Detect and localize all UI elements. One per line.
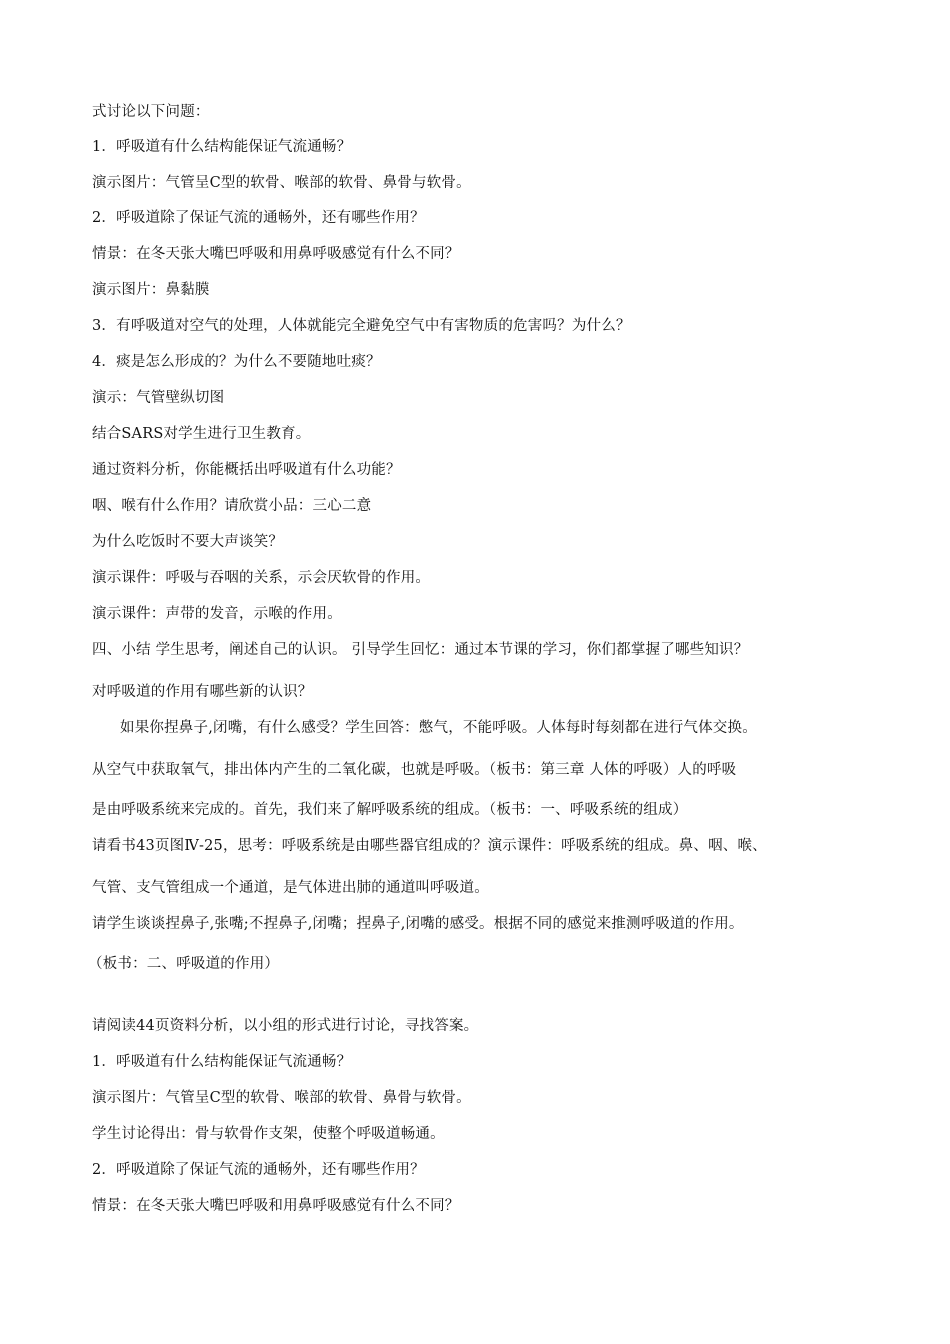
text-line-22: 气管、支气管组成一个通道，是气体进出肺的通道叫呼吸道。 bbox=[92, 880, 489, 896]
text-line-12: 咽、喉有什么作用？请欣赏小品：三心二意 bbox=[92, 498, 372, 514]
text-line-8: 4．痰是怎么形成的？为什么不要随地吐痰？ bbox=[92, 354, 381, 370]
text-line-21: 请看书43页图Ⅳ-25，思考：呼吸系统是由哪些器官组成的？演示课件：呼吸系统的组成。鼻、咽、喉、 bbox=[92, 838, 767, 854]
text-line-29: 2．呼吸道除了保证气流的通畅外，还有哪些作用？ bbox=[92, 1162, 425, 1178]
text-line-11: 通过资料分析，你能概括出呼吸道有什么功能？ bbox=[92, 462, 401, 478]
text-line-25: 请阅读44页资料分析，以小组的形式进行讨论，寻找答案。 bbox=[92, 1018, 479, 1034]
text-line-24: （板书：二、呼吸道的作用） bbox=[88, 956, 280, 972]
text-line-3: 演示图片：气管呈C型的软骨、喉部的软骨、鼻骨与软骨。 bbox=[92, 175, 471, 191]
text-line-15: 演示课件：声带的发音，示喉的作用。 bbox=[92, 606, 342, 622]
text-line-6: 演示图片：鼻黏膜 bbox=[92, 282, 210, 298]
text-line-4: 2．呼吸道除了保证气流的通畅外，还有哪些作用？ bbox=[92, 210, 425, 226]
text-line-19: 从空气中获取氧气，排出体内产生的二氧化碳，也就是呼吸。（板书：第三章 人体的呼吸）人的呼吸 bbox=[92, 762, 737, 778]
text-line-20: 是由呼吸系统来完成的。首先，我们来了解呼吸系统的组成。（板书：一、呼吸系统的组成） bbox=[92, 802, 688, 818]
text-line-26: 1．呼吸道有什么结构能保证气流通畅？ bbox=[92, 1054, 352, 1070]
text-line-2: 1．呼吸道有什么结构能保证气流通畅？ bbox=[92, 139, 352, 155]
text-line-16: 四、小结 学生思考，阐述自己的认识。 引导学生回忆：通过本节课的学习，你们都掌握了哪些知识？ bbox=[92, 642, 749, 658]
text-line-17: 对呼吸道的作用有哪些新的认识？ bbox=[92, 684, 313, 700]
text-line-30: 情景：在冬天张大嘴巴呼吸和用鼻呼吸感觉有什么不同？ bbox=[92, 1198, 460, 1214]
text-line-10: 结合SARS对学生进行卫生教育。 bbox=[92, 426, 311, 442]
text-line-1: 式讨论以下问题： bbox=[92, 104, 210, 120]
text-line-9: 演示：气管壁纵切图 bbox=[92, 390, 225, 406]
text-line-27: 演示图片：气管呈C型的软骨、喉部的软骨、鼻骨与软骨。 bbox=[92, 1090, 471, 1106]
text-line-28: 学生讨论得出：骨与软骨作支架，使整个呼吸道畅通。 bbox=[92, 1126, 445, 1142]
text-line-23: 请学生谈谈捏鼻子,张嘴;不捏鼻子,闭嘴；捏鼻子,闭嘴的感受。根据不同的感觉来推测呼吸道的作用。 bbox=[92, 916, 744, 932]
text-line-13: 为什么吃饭时不要大声谈笑？ bbox=[92, 534, 284, 550]
text-line-5: 情景：在冬天张大嘴巴呼吸和用鼻呼吸感觉有什么不同？ bbox=[92, 246, 460, 262]
text-line-18: 如果你捏鼻子,闭嘴，有什么感受？学生回答：憋气，不能呼吸。人体每时每刻都在进行气体交换。 bbox=[120, 720, 757, 736]
text-line-7: 3．有呼吸道对空气的处理，人体就能完全避免空气中有害物质的危害吗？为什么？ bbox=[92, 318, 631, 334]
text-line-14: 演示课件：呼吸与吞咽的关系，示会厌软骨的作用。 bbox=[92, 570, 431, 586]
